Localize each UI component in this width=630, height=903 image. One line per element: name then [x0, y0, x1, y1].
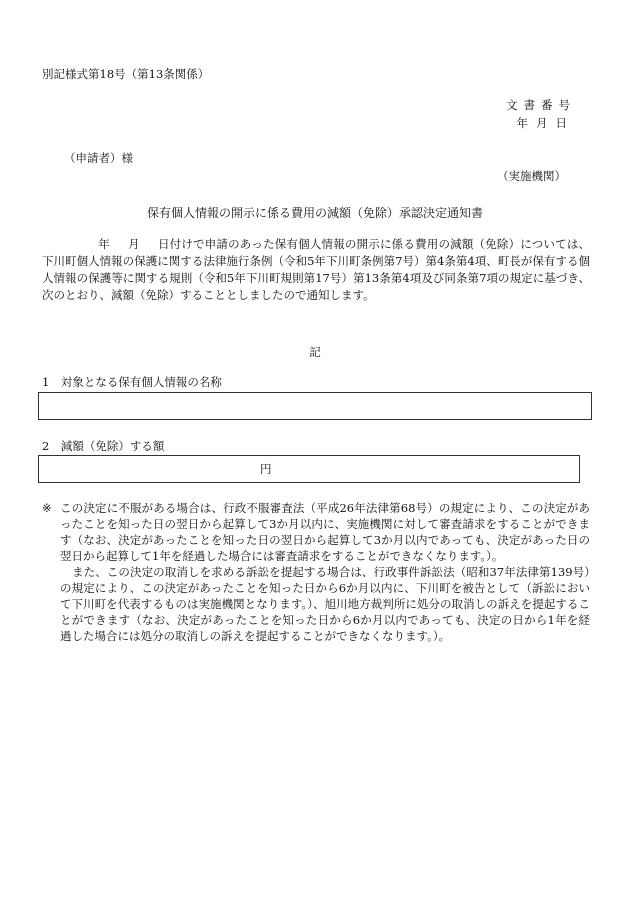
- notice-body: [42, 236, 590, 304]
- applicant-addressee: （申請者）様: [64, 151, 133, 165]
- personal-info-name-box: [38, 392, 592, 420]
- issuing-agency: （実施機関）: [497, 169, 566, 183]
- section-1-label: 1 対象となる保有個人情報の名称: [42, 375, 222, 389]
- document-number-label: 文書番号: [506, 98, 576, 112]
- note-text-1: この決定に不服がある場合は、行政不服審査法（平成26年法律第68号）の規定により、この決定があったことを知った日の翌日から起算して3か月以内に、実施機関に対して審査請求をすることができます（なお、決定があったことを知った日の翌日から起算して3か月以内であっても、決定があった日の翌日から起算して1年を経過した場合には審査請求をすることができなくなります。）。: [60, 501, 590, 563]
- note-text-2: また、この決定の取消しを求める訴訟を提起する場合は、行政事件訴訟法（昭和37年法律第139号）の規定により、この決定があったことを知った日から6か月以内に、下川町を被告として（訴訟において下川町を代表するものは実施機関となります。）、旭川地方裁判所に処分の取消しの訴えを提起することができます（なお、決定があったことを知った日から6か月以内であっても、決定の日から1年を経過した場合には処分の取消しの訴えを提起することができなくなります。）。: [60, 565, 590, 643]
- yen-unit: 円: [260, 462, 272, 476]
- note-paragraph-2: [42, 564, 590, 644]
- appeal-notes: [42, 500, 590, 644]
- note-mark: ※: [42, 501, 52, 515]
- document-title: 保有個人情報の開示に係る費用の減額（免除）承認決定通知書: [146, 206, 483, 220]
- document-date-label: 年月日: [516, 116, 575, 130]
- note-paragraph-1: [42, 500, 590, 564]
- body-date-day: 月: [127, 237, 140, 251]
- section-2-label: 2 減額（免除）する額: [42, 439, 165, 453]
- form-id: 別記様式第18号（第13条関係）: [42, 67, 210, 81]
- reduction-amount-box: [38, 455, 580, 483]
- body-date-month: 年: [98, 237, 110, 251]
- ki-heading: 記: [309, 345, 321, 359]
- body-text: 日付けで申請のあった保有個人情報の開示に係る費用の減額（免除）については、下川町個人情報の保護に関する法律施行条例（令和5年下川町条例第7号）第4条第4項、町長が保有する個人情報の保護等に関する規則（令和5年下川町規則第17号）第13条第4項及び同条第7項の規定に基づき、次のとおり、減額（免除）することとしましたので通知します。: [42, 237, 591, 302]
